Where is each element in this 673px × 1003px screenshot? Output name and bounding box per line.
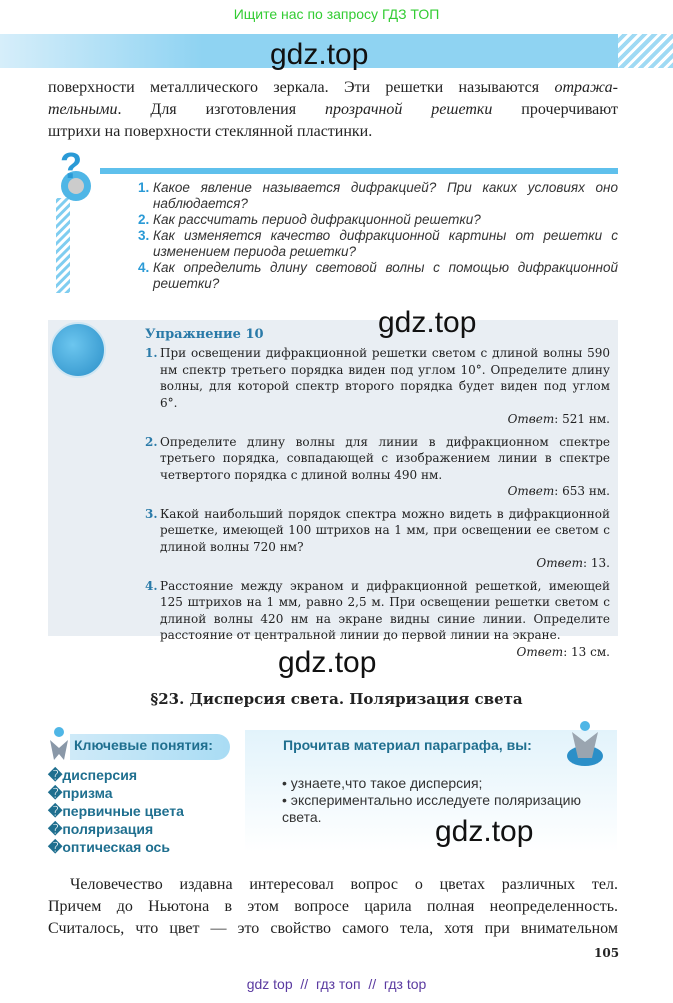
objectives-title: Прочитав материал параграфа, вы: [283, 737, 532, 753]
exercise-list [145, 345, 610, 660]
exercise-item: 3. Какой наибольший порядок спектра можно видеть в дифракционной решетке, имеющей 100 штрихов на 1 мм, при освещении ее светом с длиной волны 720 нм? Ответ: 13. [145, 506, 610, 570]
footer-links: gdz top // гдз топ // гдз top [246, 976, 427, 992]
question-item: 4. Как определить длину световой волны с помощью дифракционной решетки? [138, 260, 618, 291]
watermark: gdz.top [270, 38, 369, 71]
watermark: gdz.top [278, 646, 377, 679]
question-item: 3. Как изменяется качество дифракционной картины от решетки с изменением периода решетки? [138, 228, 618, 259]
exercise-title: Упражнение 10 [145, 327, 264, 342]
key-concepts-title: Ключевые понятия: [74, 737, 213, 753]
key-concept-item: �дисперсия [48, 767, 137, 783]
page-number: 105 [594, 946, 620, 960]
search-hint: Ищите нас по запросу ГДЗ ТОП [233, 6, 440, 22]
exercise-item: 1. При освещении дифракционной решетки светом с длиной волны 590 нм спектр третьего порядка виден под углом 10°. Определите длину волны, для которой спектр второго порядка будет виден под углом 6°. Ответ: 521 нм. [145, 346, 610, 426]
banner-stripes [618, 34, 673, 68]
key-concept-item: �поляризация [48, 821, 154, 837]
questions-list [138, 180, 618, 292]
key-concept-item: �призма [48, 785, 113, 801]
figure-icon [560, 718, 610, 768]
pencil-icon [50, 322, 106, 378]
objective-item: • узнаете,что такое дисперсия; [282, 775, 483, 791]
question-item: 2. Как рассчитать период дифракционной решетки? [138, 212, 481, 227]
key-concept-item: �первичные цвета [48, 803, 184, 819]
exercise-item: 2. Определите длину волны для линии в дифракционном спектре третьего порядка, совпадающей с изображением линии в спектре четвертого порядка с длиной волны 490 нм. Ответ: 653 нм. [145, 434, 610, 498]
key-concept-item: �оптическая ось [48, 839, 170, 855]
watermark: gdz.top [378, 306, 477, 339]
questions-divider [100, 168, 618, 174]
question-icon [48, 148, 103, 293]
watermark: gdz.top [435, 815, 534, 848]
person-icon [48, 726, 70, 760]
body-paragraph: Человечество издавна интересовал вопрос о цветах различных тел. Причем до Ньютона в этом вопросе царила полная неопределенность. Считалось, что цвет — это свойство самого тела, хотя при внимательном [48, 876, 618, 937]
objective-item: • экспериментально исследуете поляризацию света. [282, 792, 581, 825]
svg-text:?: ? [60, 148, 82, 186]
section-title: §23. Дисперсия света. Поляризация света [150, 690, 523, 708]
exercise-item: 4. Расстояние между экраном и дифракционной решеткой, имеющей 125 штрихов на 1 мм, равно 2,5 м. При освещении решетки светом с длиной волны 420 нм на экране видны синие линии. Определите расстояние от центральной линии до первой линии на экране. Ответ: 13 см. [145, 578, 610, 659]
question-item: 1. Какое явление называется дифракцией? При каких условиях оно наблюдается? [138, 180, 618, 211]
intro-paragraph: поверхности металлического зеркала. Эти решетки называются отража- тельными. Для изготовления прозрачной решетки прочерчивают штрихи на поверхности стеклянной пластинки. [48, 79, 618, 140]
